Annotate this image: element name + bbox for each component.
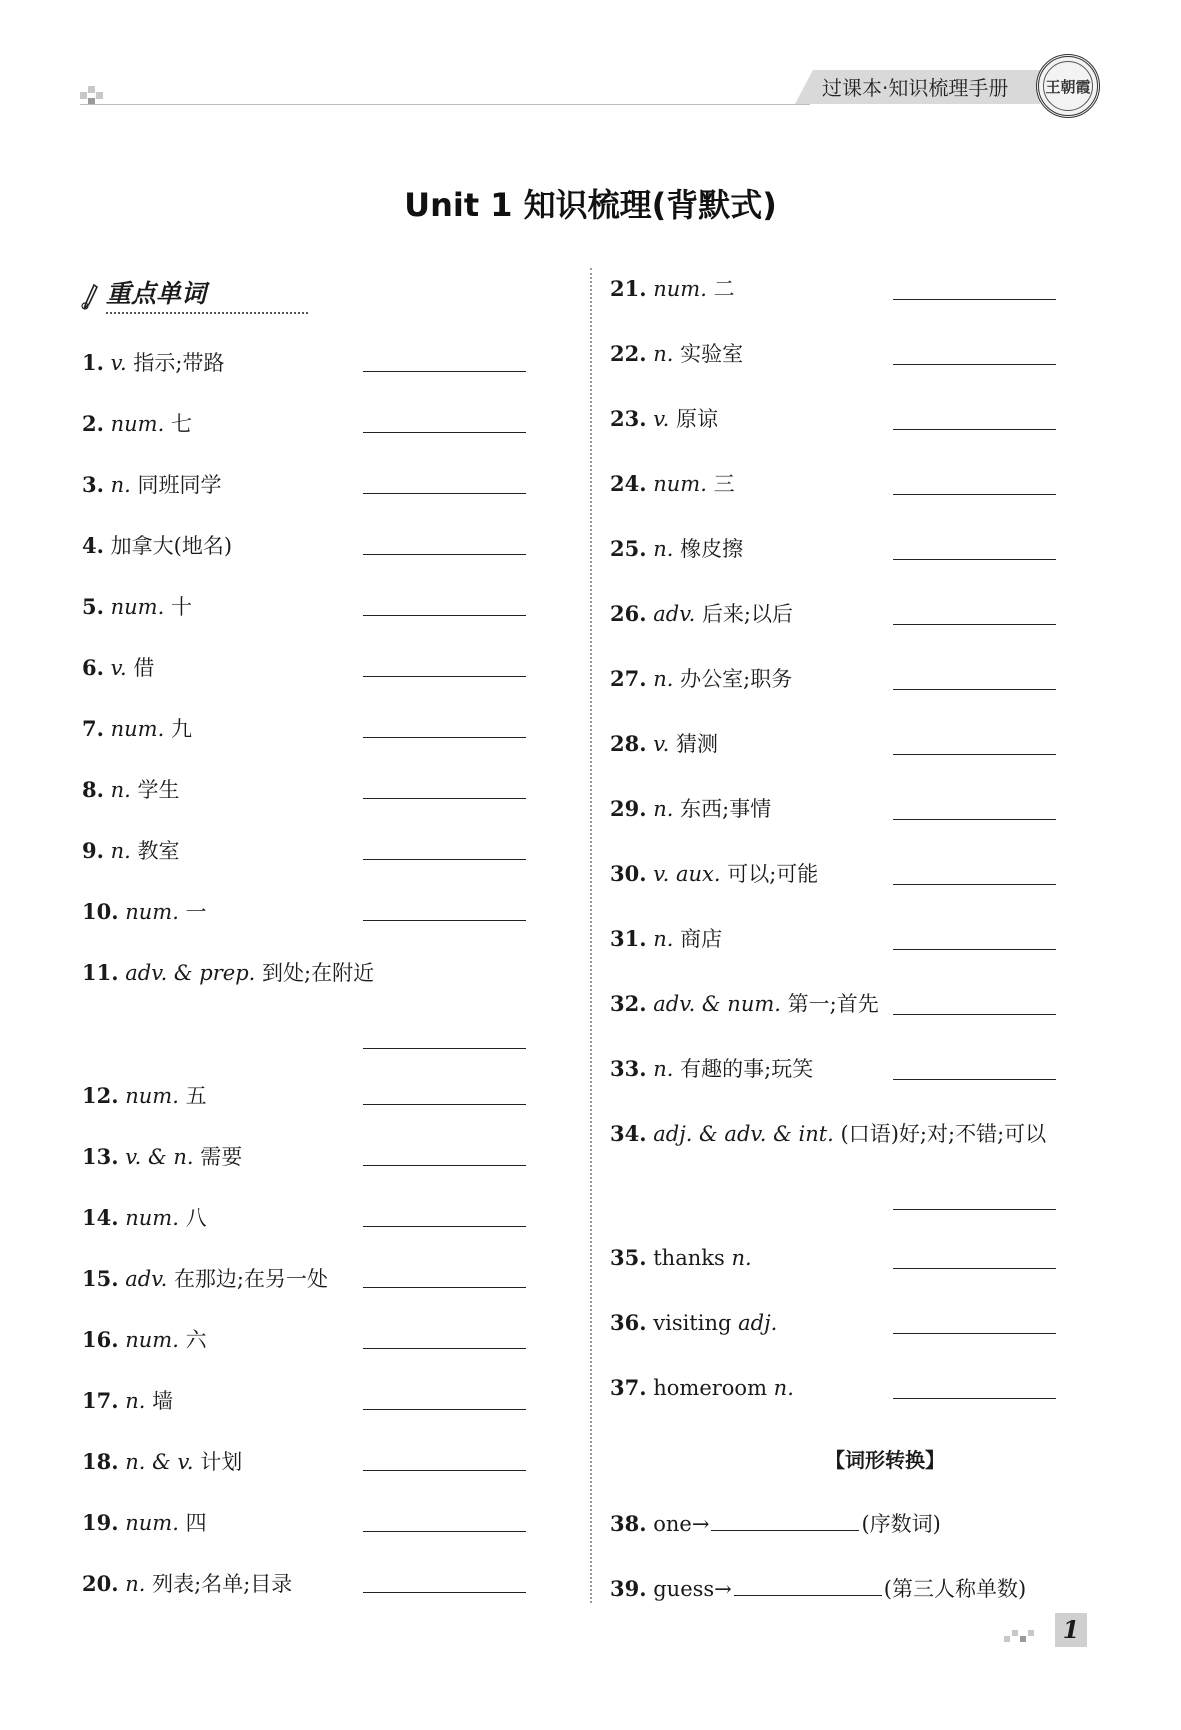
item-word: one→ <box>653 1512 710 1536</box>
answer-blank[interactable] <box>363 371 526 372</box>
item-number: 28. <box>610 731 647 756</box>
item-number: 37. <box>610 1375 647 1400</box>
item-meaning: 到处;在附近 <box>262 961 375 985</box>
word-item <box>82 470 222 500</box>
conversion-item <box>610 1573 1026 1604</box>
item-number: 9. <box>82 838 104 863</box>
item-meaning: 商店 <box>680 927 723 951</box>
part-of-speech: n. <box>653 537 674 561</box>
word-item <box>82 1386 173 1416</box>
item-meaning: 一 <box>185 900 207 924</box>
item-number: 15. <box>82 1266 119 1291</box>
item-number: 30. <box>610 861 647 886</box>
item-meaning: 后来;以后 <box>701 602 794 626</box>
answer-blank[interactable] <box>363 1470 526 1471</box>
footer-decoration <box>1004 1630 1044 1644</box>
word-item <box>610 664 792 694</box>
answer-blank[interactable] <box>893 559 1056 560</box>
part-of-speech: n. <box>731 1246 752 1270</box>
item-meaning: 有趣的事;玩笑 <box>680 1057 814 1081</box>
answer-blank[interactable] <box>893 949 1056 950</box>
header-decoration <box>80 86 106 106</box>
section-heading <box>80 278 265 312</box>
answer-blank[interactable] <box>363 1165 526 1166</box>
answer-blank[interactable] <box>734 1573 882 1596</box>
word-item <box>610 1308 777 1338</box>
conversion-item <box>610 1508 941 1539</box>
column-divider <box>590 268 592 1603</box>
word-item <box>82 1203 207 1233</box>
part-of-speech: v. <box>110 351 127 375</box>
word-item <box>610 274 735 304</box>
item-number: 26. <box>610 601 647 626</box>
word-item <box>610 989 879 1019</box>
item-number: 25. <box>610 536 647 561</box>
word-item <box>82 958 374 988</box>
answer-blank[interactable] <box>893 1268 1056 1269</box>
answer-blank[interactable] <box>893 689 1056 690</box>
answer-blank[interactable] <box>363 1226 526 1227</box>
part-of-speech: num. <box>125 1206 179 1230</box>
word-item <box>82 1264 328 1294</box>
logo-text: 王朝霞 <box>1045 77 1091 96</box>
item-meaning: 指示;带路 <box>133 351 225 375</box>
answer-blank[interactable] <box>363 493 526 494</box>
word-item <box>610 534 743 564</box>
word-item <box>610 1243 752 1273</box>
item-number: 4. <box>82 533 104 558</box>
part-of-speech: num. <box>125 1084 179 1108</box>
part-of-speech: n. <box>110 778 131 802</box>
item-meaning: 列表;名单;目录 <box>152 1572 293 1596</box>
answer-blank[interactable] <box>893 299 1056 300</box>
item-meaning: 墙 <box>152 1389 174 1413</box>
answer-blank[interactable] <box>363 432 526 433</box>
item-number: 7. <box>82 716 104 741</box>
word-item <box>82 897 207 927</box>
word-item <box>82 1508 207 1538</box>
item-number: 2. <box>82 411 104 436</box>
item-number: 22. <box>610 341 647 366</box>
word-item <box>610 339 743 369</box>
answer-blank[interactable] <box>363 1348 526 1349</box>
answer-blank[interactable] <box>893 624 1056 625</box>
answer-blank[interactable] <box>363 1104 526 1105</box>
item-meaning: 三 <box>713 472 735 496</box>
answer-blank[interactable] <box>893 819 1056 820</box>
item-meaning: 四 <box>185 1511 207 1535</box>
part-of-speech: n. <box>125 1572 146 1596</box>
item-meaning: 七 <box>170 412 192 436</box>
word-item <box>82 714 192 744</box>
word-item <box>82 592 192 622</box>
part-of-speech: num. <box>653 472 707 496</box>
part-of-speech: n. <box>773 1376 794 1400</box>
answer-blank[interactable] <box>363 1287 526 1288</box>
part-of-speech: adj. <box>738 1311 778 1335</box>
item-number: 6. <box>82 655 104 680</box>
item-number: 21. <box>610 276 647 301</box>
word-item <box>82 348 224 378</box>
part-of-speech: v. & n. <box>125 1145 194 1169</box>
answer-blank[interactable] <box>363 920 526 921</box>
item-number: 38. <box>610 1511 647 1536</box>
publisher-logo <box>1036 54 1100 118</box>
item-word: homeroom <box>653 1376 767 1400</box>
page-title: Unit 1 知识梳理(背默式) <box>404 186 777 224</box>
item-number: 5. <box>82 594 104 619</box>
word-item <box>82 1325 207 1355</box>
item-number: 29. <box>610 796 647 821</box>
part-of-speech: n. <box>110 839 131 863</box>
part-of-speech: num. <box>110 412 165 436</box>
part-of-speech: n. <box>125 1389 146 1413</box>
part-of-speech: n. <box>653 927 674 951</box>
word-item <box>82 1081 207 1111</box>
part-of-speech: num. <box>125 1328 179 1352</box>
part-of-speech: num. <box>125 900 179 924</box>
item-number: 35. <box>610 1245 647 1270</box>
item-meaning: 猜测 <box>675 732 718 756</box>
answer-blank[interactable] <box>363 1531 526 1532</box>
answer-blank[interactable] <box>893 884 1056 885</box>
item-meaning: 橡皮擦 <box>680 537 744 561</box>
item-meaning: 九 <box>170 717 192 741</box>
item-meaning: 学生 <box>137 778 180 802</box>
answer-blank[interactable] <box>363 1592 526 1593</box>
word-item <box>610 729 718 759</box>
answer-blank[interactable] <box>363 1409 526 1410</box>
item-number: 32. <box>610 991 647 1016</box>
item-word: visiting <box>653 1311 732 1335</box>
answer-blank[interactable] <box>363 676 526 677</box>
part-of-speech: n. <box>653 797 674 821</box>
word-item <box>82 531 232 561</box>
item-note: (序数词) <box>861 1512 941 1536</box>
item-number: 27. <box>610 666 647 691</box>
item-number: 36. <box>610 1310 647 1335</box>
part-of-speech: adj. & adv. & int. <box>653 1122 834 1146</box>
item-meaning: 六 <box>185 1328 207 1352</box>
item-meaning: 借 <box>133 656 155 680</box>
conversion-heading: 【词形转换】 <box>825 1448 945 1472</box>
item-number: 1. <box>82 350 104 375</box>
part-of-speech: v. <box>653 407 670 431</box>
answer-blank[interactable] <box>363 859 526 860</box>
answer-blank[interactable] <box>363 737 526 738</box>
word-item <box>610 404 718 434</box>
word-item <box>610 924 722 954</box>
page-number-box <box>1055 1613 1087 1647</box>
answer-blank[interactable] <box>893 364 1056 365</box>
part-of-speech: n. <box>653 342 674 366</box>
item-number: 14. <box>82 1205 119 1230</box>
word-item <box>82 653 154 683</box>
part-of-speech: n. <box>653 1057 674 1081</box>
word-item <box>82 1569 292 1599</box>
answer-blank[interactable] <box>363 615 526 616</box>
part-of-speech: adv. & prep. <box>125 961 256 985</box>
item-number: 11. <box>82 960 119 985</box>
item-meaning: 五 <box>185 1084 207 1108</box>
item-meaning: 同班同学 <box>137 473 222 497</box>
item-number: 13. <box>82 1144 119 1169</box>
item-meaning: 需要 <box>200 1145 243 1169</box>
item-number: 20. <box>82 1571 119 1596</box>
header-rule <box>80 104 810 105</box>
answer-blank[interactable] <box>711 1508 859 1531</box>
item-meaning: 实验室 <box>680 342 744 366</box>
answer-blank[interactable] <box>893 1333 1056 1334</box>
book-title: 过课本·知识梳理手册 <box>822 76 1009 100</box>
part-of-speech: num. <box>653 277 707 301</box>
item-meaning: 计划 <box>200 1450 243 1474</box>
item-number: 24. <box>610 471 647 496</box>
item-meaning: 东西;事情 <box>680 797 772 821</box>
item-number: 39. <box>610 1576 647 1601</box>
item-meaning: 办公室;职务 <box>680 667 793 691</box>
item-meaning: 二 <box>713 277 735 301</box>
answer-blank[interactable] <box>893 1209 1056 1210</box>
item-meaning: 在那边;在另一处 <box>173 1267 329 1291</box>
section-underline <box>106 312 308 314</box>
item-word: thanks <box>653 1246 725 1270</box>
word-item <box>610 1119 1046 1149</box>
word-item <box>610 794 771 824</box>
part-of-speech: num. <box>125 1511 179 1535</box>
answer-blank[interactable] <box>893 494 1056 495</box>
pen-icon <box>80 284 98 310</box>
word-item <box>82 836 180 866</box>
item-number: 33. <box>610 1056 647 1081</box>
part-of-speech: adv. & num. <box>653 992 781 1016</box>
word-item <box>82 1142 242 1172</box>
item-number: 3. <box>82 472 104 497</box>
item-number: 23. <box>610 406 647 431</box>
part-of-speech: n. <box>653 667 674 691</box>
part-of-speech: v. <box>110 656 127 680</box>
word-item <box>610 1054 813 1084</box>
word-item <box>82 1447 242 1477</box>
answer-blank[interactable] <box>893 1398 1056 1399</box>
answer-blank[interactable] <box>363 554 526 555</box>
item-number: 8. <box>82 777 104 802</box>
item-meaning: 加拿大(地名) <box>110 534 233 558</box>
item-meaning: (口语)好;对;不错;可以 <box>840 1122 1047 1146</box>
part-of-speech: v. <box>653 732 670 756</box>
part-of-speech: n. & v. <box>125 1450 194 1474</box>
section-title: 重点单词 <box>106 279 207 308</box>
word-item <box>610 1373 794 1403</box>
item-number: 31. <box>610 926 647 951</box>
answer-blank[interactable] <box>893 1014 1056 1015</box>
answer-blank[interactable] <box>363 1048 526 1049</box>
item-number: 10. <box>82 899 119 924</box>
item-meaning: 八 <box>185 1206 207 1230</box>
word-item <box>610 469 735 499</box>
answer-blank[interactable] <box>893 754 1056 755</box>
item-meaning: 十 <box>170 595 192 619</box>
word-item <box>610 859 818 889</box>
page-number: 1 <box>1062 1615 1080 1644</box>
part-of-speech: n. <box>110 473 131 497</box>
item-note: (第三人称单数) <box>883 1577 1027 1601</box>
item-number: 12. <box>82 1083 119 1108</box>
part-of-speech: num. <box>110 595 165 619</box>
word-item <box>610 599 793 629</box>
part-of-speech: num. <box>110 717 165 741</box>
word-item <box>82 775 180 805</box>
item-meaning: 第一;首先 <box>787 992 879 1016</box>
answer-blank[interactable] <box>893 1079 1056 1080</box>
part-of-speech: adv. <box>125 1267 168 1291</box>
item-word: guess→ <box>653 1577 732 1601</box>
item-number: 17. <box>82 1388 119 1413</box>
answer-blank[interactable] <box>893 429 1056 430</box>
part-of-speech: adv. <box>653 602 696 626</box>
item-meaning: 可以;可能 <box>727 862 819 886</box>
item-number: 34. <box>610 1121 647 1146</box>
item-number: 19. <box>82 1510 119 1535</box>
item-number: 18. <box>82 1449 119 1474</box>
item-meaning: 教室 <box>137 839 180 863</box>
word-item <box>82 409 192 439</box>
part-of-speech: v. aux. <box>653 862 721 886</box>
answer-blank[interactable] <box>363 798 526 799</box>
item-number: 16. <box>82 1327 119 1352</box>
item-meaning: 原谅 <box>675 407 718 431</box>
